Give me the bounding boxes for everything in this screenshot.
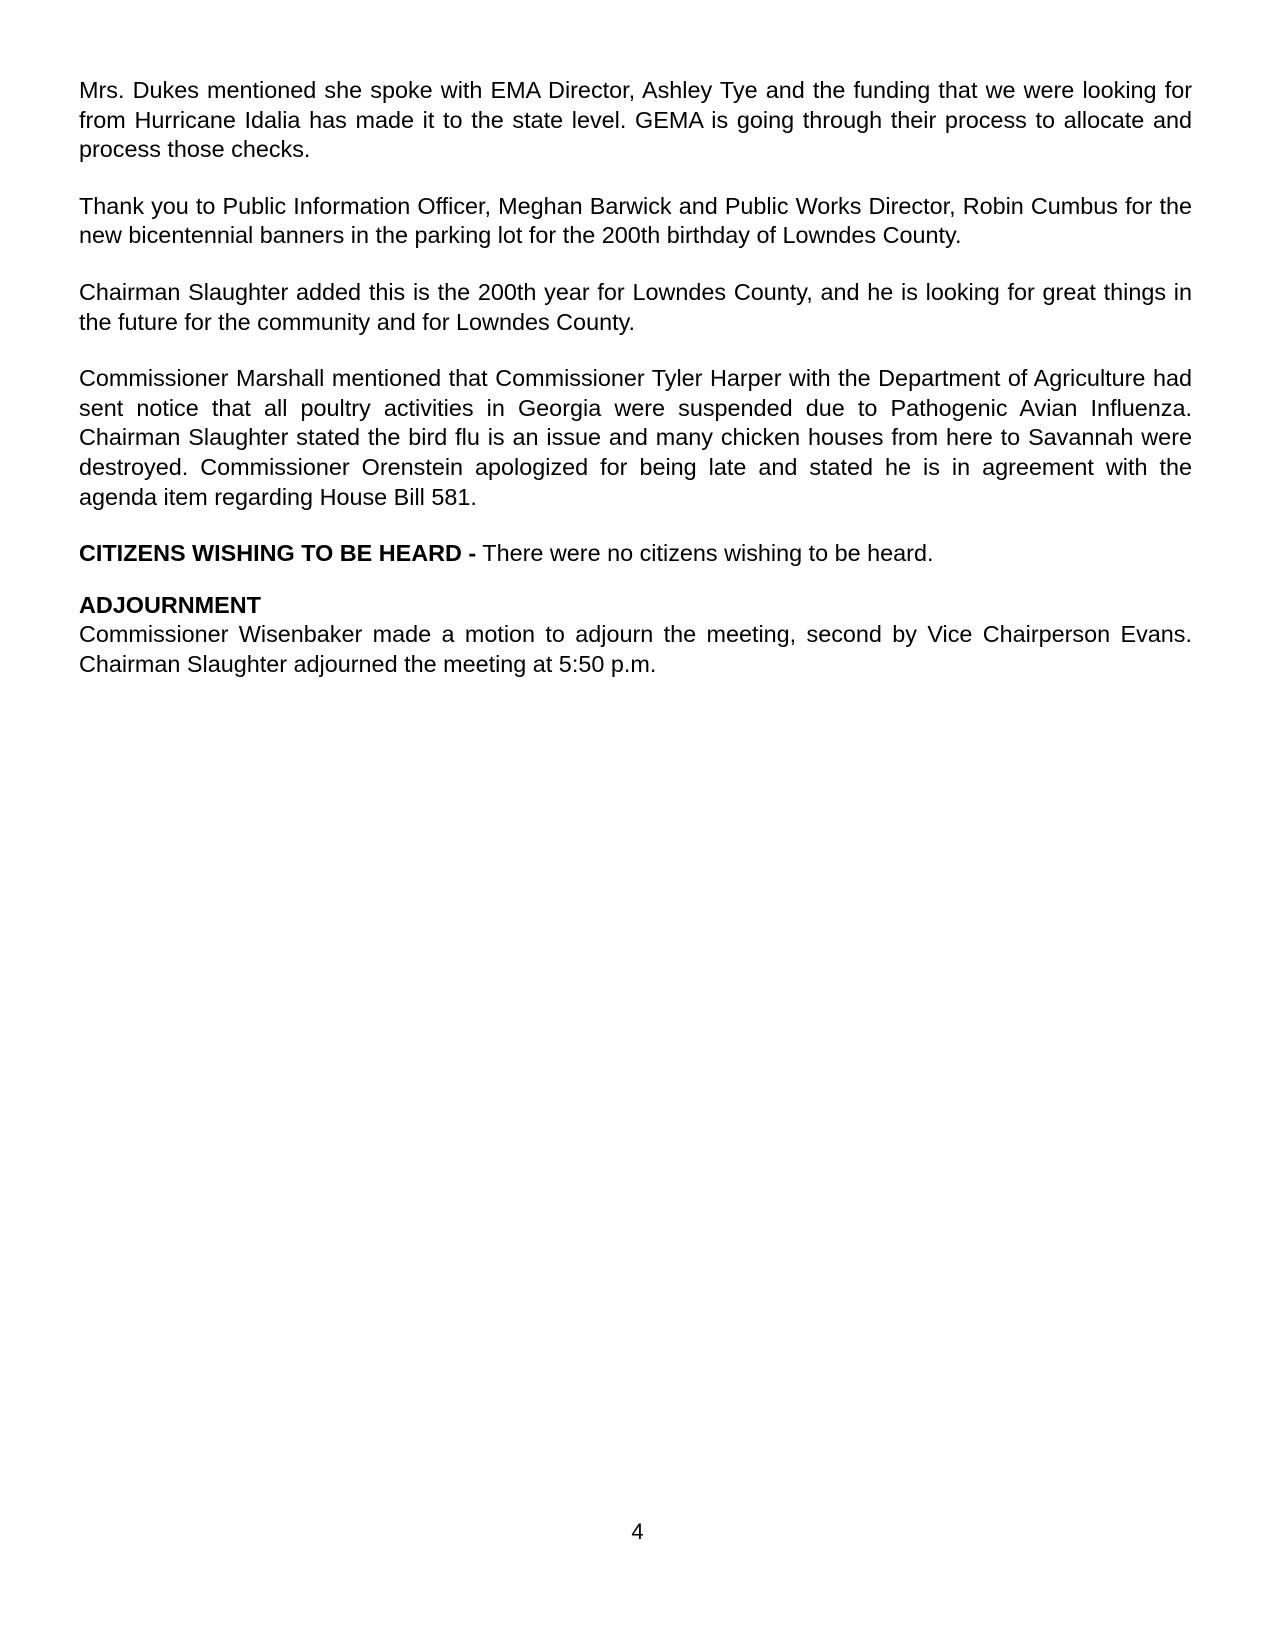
citizens-section bbox=[79, 539, 1192, 569]
paragraph-poultry-avian-influenza: Commissioner Marshall mentioned that Commissioner Tyler Harper with the Department of Agriculture had sent notice that all poultry activities in Georgia were suspended due to Pathogenic Avian Influenza. Chairman Slaughter stated the bird flu is an issue and many chicken houses from here to Savannah were destroyed. Commissioner Orenstein apologized for being late and stated he is in agreement with the agenda item regarding House Bill 581. bbox=[79, 365, 1192, 510]
adjournment-text: Commissioner Wisenbaker made a motion to adjourn the meeting, second by Vice Chairperson Evans. Chairman Slaughter adjourned the meeting at 5:50 p.m. bbox=[79, 621, 1192, 677]
paragraph-bicentennial-banners: Thank you to Public Information Officer, Meghan Barwick and Public Works Director, Robin Cumbus for the new bicentennial banners in the parking lot for the 200th birthday of Lowndes County. bbox=[79, 192, 1192, 249]
paragraph-200th-year: Chairman Slaughter added this is the 200th year for Lowndes County, and he is looking for great things in the future for the community and for Lowndes County. bbox=[79, 278, 1192, 335]
adjournment-section bbox=[79, 591, 1192, 680]
document-page bbox=[79, 76, 1192, 680]
adjournment-heading: ADJOURNMENT bbox=[79, 591, 261, 618]
citizens-text: There were no citizens wishing to be heard. bbox=[476, 540, 934, 567]
citizens-heading: CITIZENS WISHING TO BE HEARD - bbox=[79, 540, 477, 567]
paragraph-ema-funding: Mrs. Dukes mentioned she spoke with EMA Director, Ashley Tye and the funding that we were looking for from Hurricane Idalia has made it to the state level. GEMA is going through their process to allocate and process those checks. bbox=[79, 77, 1192, 163]
page-number: 4 bbox=[631, 1519, 644, 1544]
